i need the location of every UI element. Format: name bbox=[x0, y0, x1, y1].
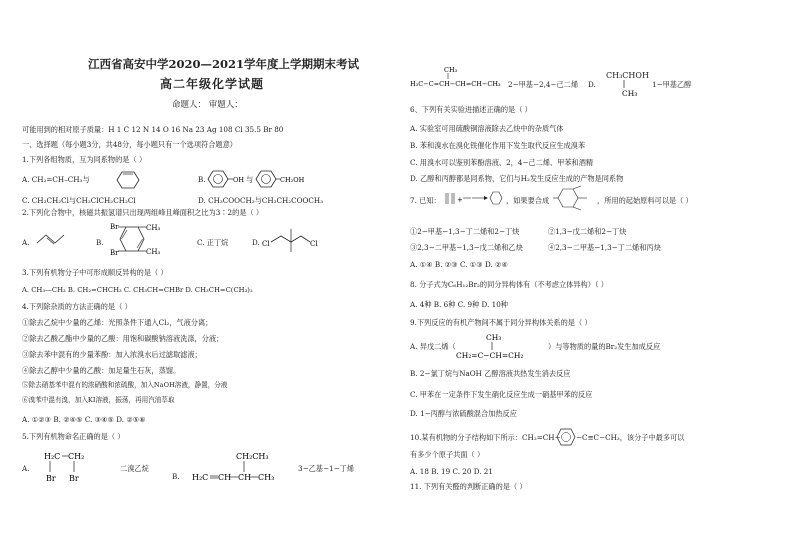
question-10-line-2: 有多少个原子共面（ ） bbox=[410, 450, 485, 459]
question-4: 4.下列除杂质的方法正确的是（ ） bbox=[22, 302, 132, 311]
svg-text:CH₃: CH₃ bbox=[146, 224, 161, 232]
question-2: 2.下列化合物中，核磁共振氢谱只出现两组峰且峰面积之比为3∶2的是（ ） bbox=[22, 208, 264, 217]
svg-text:Br: Br bbox=[46, 474, 56, 483]
svg-text:H₂C: H₂C bbox=[44, 452, 61, 461]
question-10-end: −C≡C−CH₃，该分子中最多可以 bbox=[576, 433, 685, 442]
svg-text:H₂C: H₂C bbox=[192, 473, 209, 482]
q2-option-c: C. 正丁烷 bbox=[197, 238, 229, 247]
q7-end-text: ，所用的起始原料可以是（ ） bbox=[597, 196, 693, 205]
q5-option-d-name: 1−甲基乙醇 bbox=[652, 80, 692, 89]
svg-text:Cl: Cl bbox=[262, 240, 270, 248]
svg-text:CH₂CH₃: CH₂CH₃ bbox=[236, 452, 269, 461]
question-3: 3.下列有机物分子中可形成顺反异构的是（ ） bbox=[22, 268, 168, 277]
q2-option-a: A. bbox=[22, 238, 30, 247]
svg-text:CH₃: CH₃ bbox=[444, 66, 458, 74]
svg-text:Br: Br bbox=[110, 223, 119, 231]
q5-option-b: B. bbox=[172, 472, 180, 481]
svg-text:CH₂: CH₂ bbox=[68, 452, 85, 461]
question-1: 1.下列各组物质，互为同系物的是（ ） bbox=[22, 155, 147, 164]
question-6: 6、下列有关实验进描述正确的是（ ） bbox=[410, 105, 532, 114]
section-heading: 一、选择题（每小题3分，共48分，每小题只有一个选项符合题意） bbox=[22, 140, 237, 149]
cyclohexene-structure bbox=[116, 170, 140, 190]
svg-text:Cl: Cl bbox=[310, 240, 318, 248]
q1-option-c: C. CH₃CH₂Cl与CH₂ClCH₂CH₂Cl bbox=[22, 196, 136, 205]
exam-title: 江西省高安中学2020—2021学年度上学期期末考试 bbox=[88, 57, 360, 71]
svg-text:+: + bbox=[457, 196, 463, 204]
phenol-structure bbox=[208, 169, 242, 189]
q6-option-b: B. 苯和溴水在溴化铁催化作用下发生取代反应生成溴苯 bbox=[410, 141, 586, 150]
q2-option-d: D. bbox=[252, 238, 260, 247]
q10-options: A. 18 B. 19 C. 20 D. 21 bbox=[410, 467, 493, 476]
q6-option-a: A. 实验室可用硫酸铜溶液除去乙炔中的杂质气体 bbox=[410, 124, 564, 133]
q6-option-d: D. 乙醇和丙醇都是同系物，它们与H₂发生反应生成的产物是同系物 bbox=[410, 174, 624, 183]
q5-option-a-name: 二溴乙烷 bbox=[120, 464, 149, 473]
q7-option-4: ④2,3−二甲基−1,3−丁二烯和丙炔 bbox=[548, 243, 661, 252]
q7-option-1: ①2−甲基−1,3−丁二烯和2−丁炔 bbox=[410, 227, 520, 236]
q9-option-a: A. 异戊二烯（ bbox=[410, 342, 456, 351]
svg-text:H₃C−C=CH−CH=CH−CH₃: H₃C−C=CH−CH=CH−CH₃ bbox=[410, 80, 501, 88]
svg-text:CH₃: CH₃ bbox=[622, 89, 638, 98]
dichloro-dimethylbutane-structure bbox=[262, 226, 322, 254]
q9-option-a-end: ）与等物质的量的Br₂发生加成反应 bbox=[548, 342, 661, 351]
q5-option-c-name: 2−甲基−2,4−己二烯 bbox=[508, 80, 579, 89]
q5-option-b-name: 3−乙基−1−丁烯 bbox=[298, 464, 354, 473]
svg-text:Br: Br bbox=[110, 249, 119, 257]
q7-middle-text: ，如果要合成 bbox=[506, 196, 550, 205]
svg-text:CH₃: CH₃ bbox=[486, 333, 502, 342]
question-5: 5.下列有机物命名正确的是（ ） bbox=[22, 432, 125, 441]
atomic-masses: 可能用到的相对原子质量：H 1 C 12 N 14 O 16 Na 23 Ag 108 Cl 35.5 Br 80 bbox=[22, 125, 284, 134]
diels-alder-reaction-scheme bbox=[444, 188, 504, 210]
dibromo-dimethyl-cyclohexadiene-structure bbox=[108, 221, 164, 259]
dibromoethane-structure bbox=[42, 448, 92, 484]
q5-option-a: A. bbox=[22, 464, 30, 473]
isoprene-structure bbox=[456, 332, 548, 362]
q7-options: A. ①④ B. ②③ C. ①③ D. ②④ bbox=[410, 260, 508, 269]
methyl-hexadiene-structure bbox=[410, 64, 510, 90]
q1-option-b: B. bbox=[198, 175, 206, 184]
q5-option-d-formula: CH₃CHOH bbox=[606, 71, 649, 80]
q2-option-b: B. bbox=[96, 238, 104, 247]
svg-text:CH₃: CH₃ bbox=[146, 248, 161, 256]
q7-option-2: ②1,3−戊二烯和2−丁炔 bbox=[548, 227, 627, 236]
q4-item-2: ②除去乙酸乙酯中少量的乙酸：用饱和碳酸钠溶液洗涤，分液； bbox=[22, 334, 224, 343]
q4-item-1: ①除去乙烷中少量的乙烯：光照条件下通入Cl₂，气液分离； bbox=[22, 318, 213, 327]
question-11: 11. 下列有关醛的判断正确的是（ ） bbox=[410, 482, 527, 491]
target-bicyclic-structure bbox=[553, 185, 597, 211]
subject-title: 高二年级化学试题 bbox=[160, 77, 265, 91]
benzene-ring-icon bbox=[556, 427, 576, 447]
svg-text:CH₂OH: CH₂OH bbox=[280, 176, 305, 184]
question-7: 7. 已知： bbox=[410, 196, 441, 205]
q1-option-d: D. CH₃COOCH₃与CH₃CH₂COOCH₃ bbox=[198, 196, 324, 205]
svg-text:CH: CH bbox=[218, 473, 232, 482]
q5-option-d: D. bbox=[588, 80, 596, 89]
svg-text:CH: CH bbox=[238, 473, 252, 482]
butene-skeletal-structure bbox=[36, 232, 66, 246]
q7-option-3: ③2,3−二甲基−1,3−戊二烯和乙炔 bbox=[410, 243, 523, 252]
question-10: 10.某有机物的分子结构如下所示：CH₂=CH− bbox=[410, 433, 561, 442]
ethyl-butene-structure bbox=[190, 448, 292, 484]
svg-text:CH₃: CH₃ bbox=[258, 473, 275, 482]
q6-option-c: C. 用溴水可以鉴别苯酚溶液、2，4−己二烯、甲苯和酒精 bbox=[410, 158, 594, 167]
methyl-branch-bond bbox=[620, 80, 640, 98]
svg-text:OH: OH bbox=[233, 176, 244, 184]
question-9: 9.下列反应的有机产物间不属于同分异构体关系的是（ ） bbox=[410, 318, 592, 327]
q8-options: A. 4种 B. 6种 C. 9种 D. 10种 bbox=[410, 300, 508, 309]
q9-option-b: B. 2−氯丁烷与NaOH 乙醇溶液共热发生消去反应 bbox=[410, 369, 571, 378]
question-8: 8. 分子式为C₆H₁₂Br₂的同分异构体有（不考虑立体异构）（ ） bbox=[410, 280, 608, 289]
q4-item-3: ③除去苯中混有的少量苯酚：加入浓溴水后过滤取滤液； bbox=[22, 350, 202, 359]
q1-option-a: A. CH₂=CH–CH₃与 bbox=[22, 175, 90, 184]
q4-item-5: ⑤除去硝基苯中混有的浓硝酸和浓硫酸，加入NaOH溶液，静置，分液 bbox=[22, 381, 228, 389]
q9-option-d: D. 1−丙醇与浓硫酸混合加热反应 bbox=[410, 409, 517, 418]
q3-options: A. CH₃—CH₃ B. CH₂=CHCH₃ C. CH₃CH=CHBr D. CH₃CH=C(CH₃)₂ bbox=[22, 286, 253, 294]
q4-options: A. ①②③ B. ②④⑤ C. ③④⑤ D. ②⑤⑥ bbox=[22, 415, 146, 424]
svg-text:CH₂=C−CH=CH₂: CH₂=C−CH=CH₂ bbox=[456, 351, 524, 360]
svg-text:Br: Br bbox=[69, 474, 79, 483]
q1-option-b-with: 与 bbox=[246, 175, 254, 184]
benzyl-alcohol-structure bbox=[256, 169, 308, 189]
q9-option-c: C. 甲苯在一定条件下发生硝化反应生成一硝基甲苯的反应 bbox=[410, 390, 593, 399]
author-line: 命题人： 审题人： bbox=[172, 100, 243, 110]
q4-item-6: ⑥溴苯中混有溴，加入KI溶液，振荡，再用汽油萃取 bbox=[22, 396, 175, 404]
q4-item-4: ④除去乙醇中少量的乙酸：加足量生石灰，蒸馏。 bbox=[22, 366, 181, 375]
